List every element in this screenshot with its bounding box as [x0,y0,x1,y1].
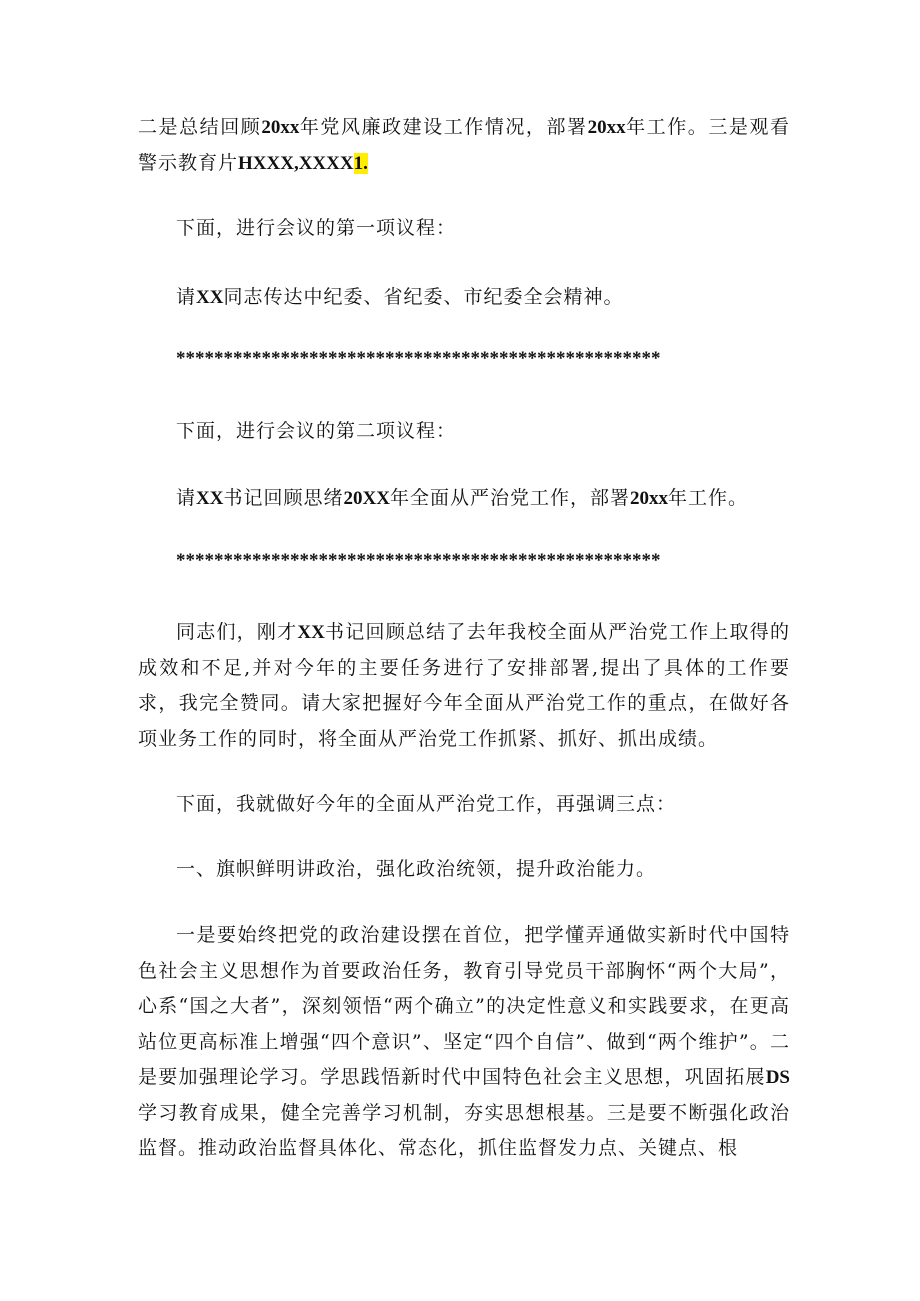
separator-stars: *************************************************** [176,348,661,369]
paragraph-politics-details: 一是要始终把党的政治建设摆在首位，把学懂弄通做实新时代中国特色社会主义思想作为首要政治任务，教育引导党员干部胸怀“两个大局”，心系“国之大者”，深刻领悟“两个确立”的决定性意义和实践要求，在更高站位更高标准上增强“四个意识”、坚定“四个自信”、做到“两个维护”。二是要加强理论学习。学思践悟新时代中国特色社会主义思想，巩固拓展DS学习教育成果，健全完善学习机制，夯实思想根基。三是要不断强化政治监督。推动政治监督具体化、常态化，抓住监督发力点、关键点、根 [138,924,790,1159]
paragraph-second-item: 请XX书记回顾思绪20XX年全面从严治党工作，部署20xx年工作。 [176,487,748,509]
separator-stars: *************************************************** [176,550,661,571]
paragraph-three-points-intro: 下面，我就做好今年的全面从严治党工作，再强调三点： [176,793,677,815]
section-heading-politics: 一、旗帜鲜明讲政治，强化政治统领，提升政治能力。 [176,858,657,880]
paragraph-first-item: 请XX同志传达中纪委、省纪委、市纪委全会精神。 [176,286,624,308]
paragraph-comrades: 同志们，刚才XX书记回顾总结了去年我校全面从严治党工作上取得的成效和不足,并对今年的主要任务进行了安排部署,提出了具体的工作要求，我完全赞同。请大家把握好今年全面从严治党工作的重点，在做好各项业务工作的同时，将全面从严治党工作抓紧、抓好、抓出成绩。 [138,621,790,750]
paragraph-agenda-summary: 二是总结回顾20xx年党风廉政建设工作情况，部署20xx年工作。三是观看警示教育片HXXX,XXXX1. [138,116,790,174]
highlighted-text: 1. [353,152,368,174]
paragraph-first-item-intro: 下面，进行会议的第一项议程： [176,217,457,239]
paragraph-second-item-intro: 下面，进行会议的第二项议程： [176,420,457,442]
